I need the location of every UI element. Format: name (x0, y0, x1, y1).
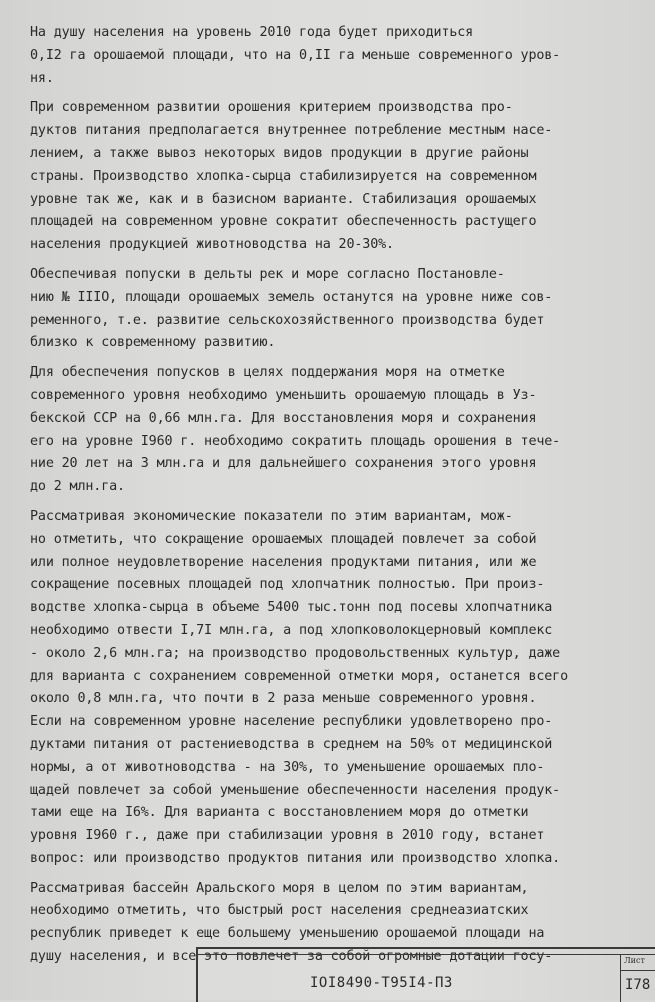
text-line: водстве хлопка-сырца в объеме 5400 тыс.тонн под посевы хлопчатника (30, 600, 553, 616)
text-line: Обеспечивая попуски в дельты рек и море согласно Постановле- (30, 266, 505, 282)
document-number: IOI8490-Т95I4-ПЗ (310, 975, 453, 991)
title-block-stamp (196, 947, 655, 1002)
text-line: дуктами питания от растениеводства в среднем на 50% от медицинской (30, 736, 553, 752)
text-line: площадей на современном уровне сократит обеспеченность растущего (30, 214, 537, 230)
text-line: При современном развитии орошения критерием производства про- (30, 100, 513, 116)
text-line: республик приведет к еще большему уменьшению орошаемой площади на (30, 926, 545, 942)
text-line: около 0,8 млн.га, что почти в 2 раза меньше современного уровня. (30, 691, 537, 707)
text-line: Если на современном уровне население республики удовлетворено про- (30, 714, 553, 730)
sheet-divider (621, 970, 655, 971)
text-line: ние 20 лет на 3 млн.га и для дальнейшего сохранения этого уровня (30, 456, 537, 472)
text-line: тами еще на I6%. Для варианта с восстановлением моря до отметки (30, 805, 529, 821)
stamp-inner-frame (198, 954, 655, 1002)
text-line: уровня I960 г., даже при стабилизации уровня в 2010 году, встанет (30, 828, 545, 844)
text-line: душу населения, и все это повлечет за собой огромные дотации госу- (30, 949, 553, 965)
text-line: - около 2,6 млн.га; на производство продовольственных культур, даже (30, 645, 561, 661)
text-line: но отметить, что сокращение орошаемых площадей повлечет за собой (30, 531, 537, 547)
body-text (30, 22, 642, 969)
text-line: лением, а также вывоз некоторых видов продукции в другие районы (30, 145, 529, 161)
sheet-number: I78 (625, 977, 651, 993)
text-line: ременного, т.е. развитие сельскохозяйственного производства будет (30, 312, 545, 328)
text-line: Рассматривая бассейн Аральского моря в целом по этим вариантам, (30, 880, 529, 896)
text-line: необходимо отвести I,7I млн.га, а под хлопковолокцерновый комплекс (30, 622, 553, 638)
text-line: На душу населения на уровень 2010 года будет приходиться (30, 25, 474, 40)
text-line: нию № IIIO, площади орошаемых земель останутся на уровне ниже сов- (30, 289, 553, 305)
text-line: для варианта с сохранением современной отметки моря, останется всего (30, 668, 569, 684)
text-line: нормы, а от животноводства - на 30%, то уменьшение орошаемых пло- (30, 759, 545, 775)
text-line: бекской ССР на 0,66 млн.га. Для восстановления моря и сохранения (30, 410, 537, 426)
text-line: уровне так же, как и в базисном варианте. Стабилизация орошаемых (30, 191, 537, 207)
text-line: вопрос: или производство продуктов питания или производство хлопка. (30, 850, 561, 866)
text-line: его на уровне I960 г. необходимо сократить площадь орошения в тече- (30, 433, 561, 449)
text-line: страны. Производство хлопка-сырца стабилизируется на современном (30, 168, 537, 184)
sheet-box (620, 955, 655, 1002)
text-line: до 2 млн.га. (30, 479, 125, 495)
text-line: населения продукцией животноводства на 20-30%. (30, 237, 394, 253)
text-line: Для обеспечения попусков в целях поддержания моря на отметке (30, 365, 505, 381)
text-line: дуктов питания предполагается внутреннее потребление местным насе- (30, 123, 553, 139)
text-line: 0,I2 га орошаемой площади, что на 0,II га меньше современного уров- (30, 47, 561, 63)
text-line: сокращение посевных площадей под хлопчатник полностью. При произ- (30, 577, 545, 593)
text-line: современного уровня необходимо уменьшить орошаемую площадь в Уз- (30, 387, 537, 403)
text-line: Рассматривая экономические показатели по этим вариантам, мож- (30, 508, 513, 524)
text-line: необходимо отметить, что быстрый рост населения среднеазиатских (30, 903, 529, 919)
text-line: близко к современному развитию. (30, 335, 276, 351)
sheet-label: Лист (624, 956, 645, 965)
text-line: ня. (30, 70, 54, 86)
text-line: или полное неудовлетворение населения продуктами питания, или же (30, 554, 537, 570)
text-line: щадей повлечет за собой уменьшение обеспеченности населения продук- (30, 782, 561, 798)
